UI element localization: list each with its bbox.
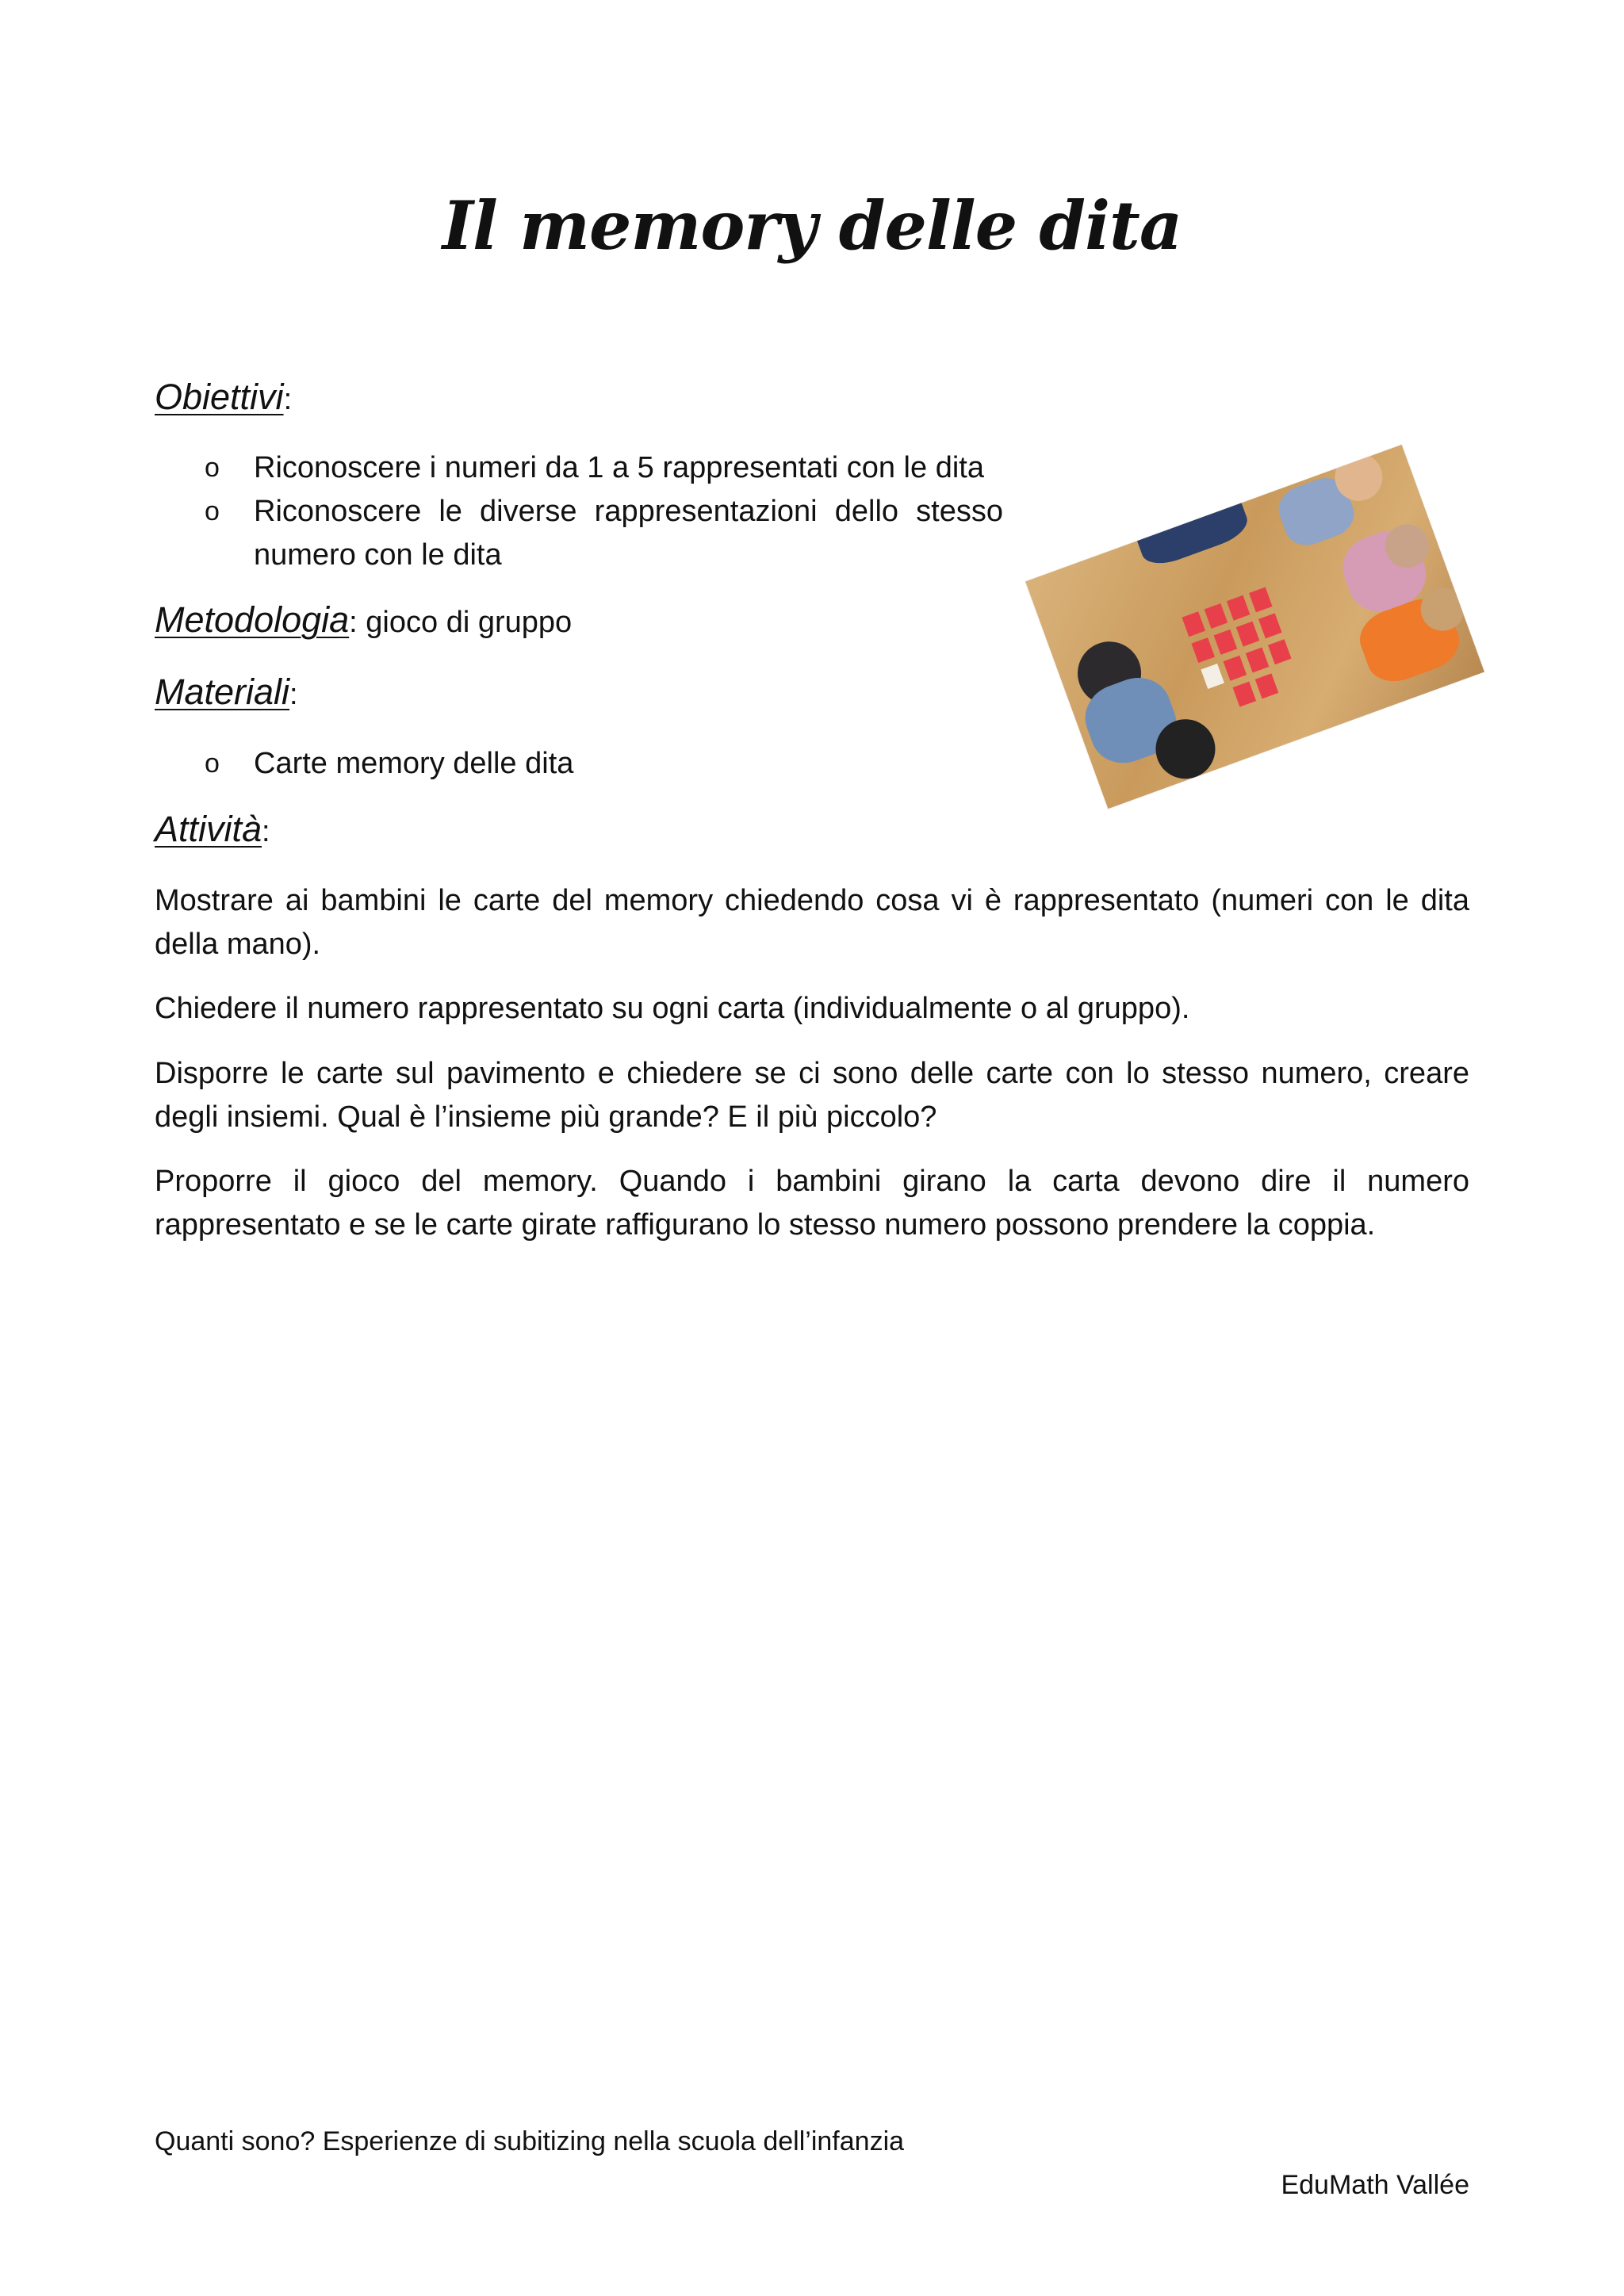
memory-card-icon xyxy=(1246,648,1270,673)
memory-card-icon xyxy=(1236,622,1260,647)
memory-card-icon xyxy=(1191,637,1215,663)
heading-attivita xyxy=(155,809,270,850)
activity-paragraph-2: Chiedere il numero rappresentato su ogni carta (individualmente o al gruppo). xyxy=(155,992,1190,1025)
list-item-text: Carte memory delle dita xyxy=(254,747,574,780)
heading-materiali-suffix: : xyxy=(289,678,298,711)
children-playing-photo-icon xyxy=(1025,445,1484,809)
memory-card-icon xyxy=(1205,603,1228,629)
memory-card-face-icon xyxy=(1201,664,1224,689)
memory-card-icon xyxy=(1224,656,1247,681)
heading-obiettivi-suffix: : xyxy=(283,383,293,416)
heading-materiali xyxy=(155,672,298,713)
activity-paragraph-3: Disporre le carte sul pavimento e chiedere se ci sono delle carte con lo stesso numero, creare degli insiemi. Qual è l’insieme più grande? E il più piccolo? xyxy=(155,1057,1469,1134)
heading-materiali-label: Materiali xyxy=(155,672,290,712)
heading-obiettivi-label: Obiettivi xyxy=(155,377,284,417)
memory-card-icon xyxy=(1268,639,1292,664)
memory-card-icon xyxy=(1227,595,1251,621)
list-item xyxy=(155,490,1003,577)
memory-card-icon xyxy=(1182,611,1205,637)
activity-paragraph-1: Mostrare ai bambini le carte del memory chiedendo cosa vi è rappresentato (numeri con le dita della mano). xyxy=(155,884,1469,961)
page-title: Il memory delle dita xyxy=(442,186,1182,265)
bullet-icon: o xyxy=(205,496,220,526)
memory-card-icon xyxy=(1214,629,1238,655)
metodologia-value: : gioco di gruppo xyxy=(349,606,573,639)
heading-obiettivi xyxy=(155,377,292,418)
heading-attivita-label: Attività xyxy=(155,809,262,849)
photo-frame xyxy=(1032,436,1477,817)
footer-document-title: Quanti sono? Esperienze di subitizing nella scuola dell’infanzia xyxy=(155,2126,905,2156)
memory-card-icon xyxy=(1255,673,1279,698)
heading-metodologia-label: Metodologia xyxy=(155,599,350,640)
list-item xyxy=(155,446,1003,490)
bullet-icon: o xyxy=(205,453,220,483)
activity-paragraph-4: Proporre il gioco del memory. Quando i bambini girano la carta devono dire il numero rappresentato e se le carte girate raffigurano lo stesso numero possono prendere la coppia. xyxy=(155,1165,1469,1242)
memory-card-icon xyxy=(1233,682,1257,707)
obiettivi-list xyxy=(155,446,1003,577)
memory-card-icon xyxy=(1249,587,1273,612)
memory-card-icon xyxy=(1258,613,1282,638)
footer-author: EduMath Vallée xyxy=(1281,2170,1469,2200)
list-item xyxy=(155,742,1003,786)
bullet-icon: o xyxy=(205,748,220,779)
child-body-icon xyxy=(1129,480,1252,571)
list-item-text: Riconoscere i numeri da 1 a 5 rappresentati con le dita xyxy=(254,451,984,484)
heading-metodologia xyxy=(155,599,572,641)
materiali-list xyxy=(155,742,1003,786)
list-item-text: Riconoscere le diverse rappresentazioni dello stesso numero con le dita xyxy=(254,495,1003,572)
heading-attivita-suffix: : xyxy=(262,815,270,848)
